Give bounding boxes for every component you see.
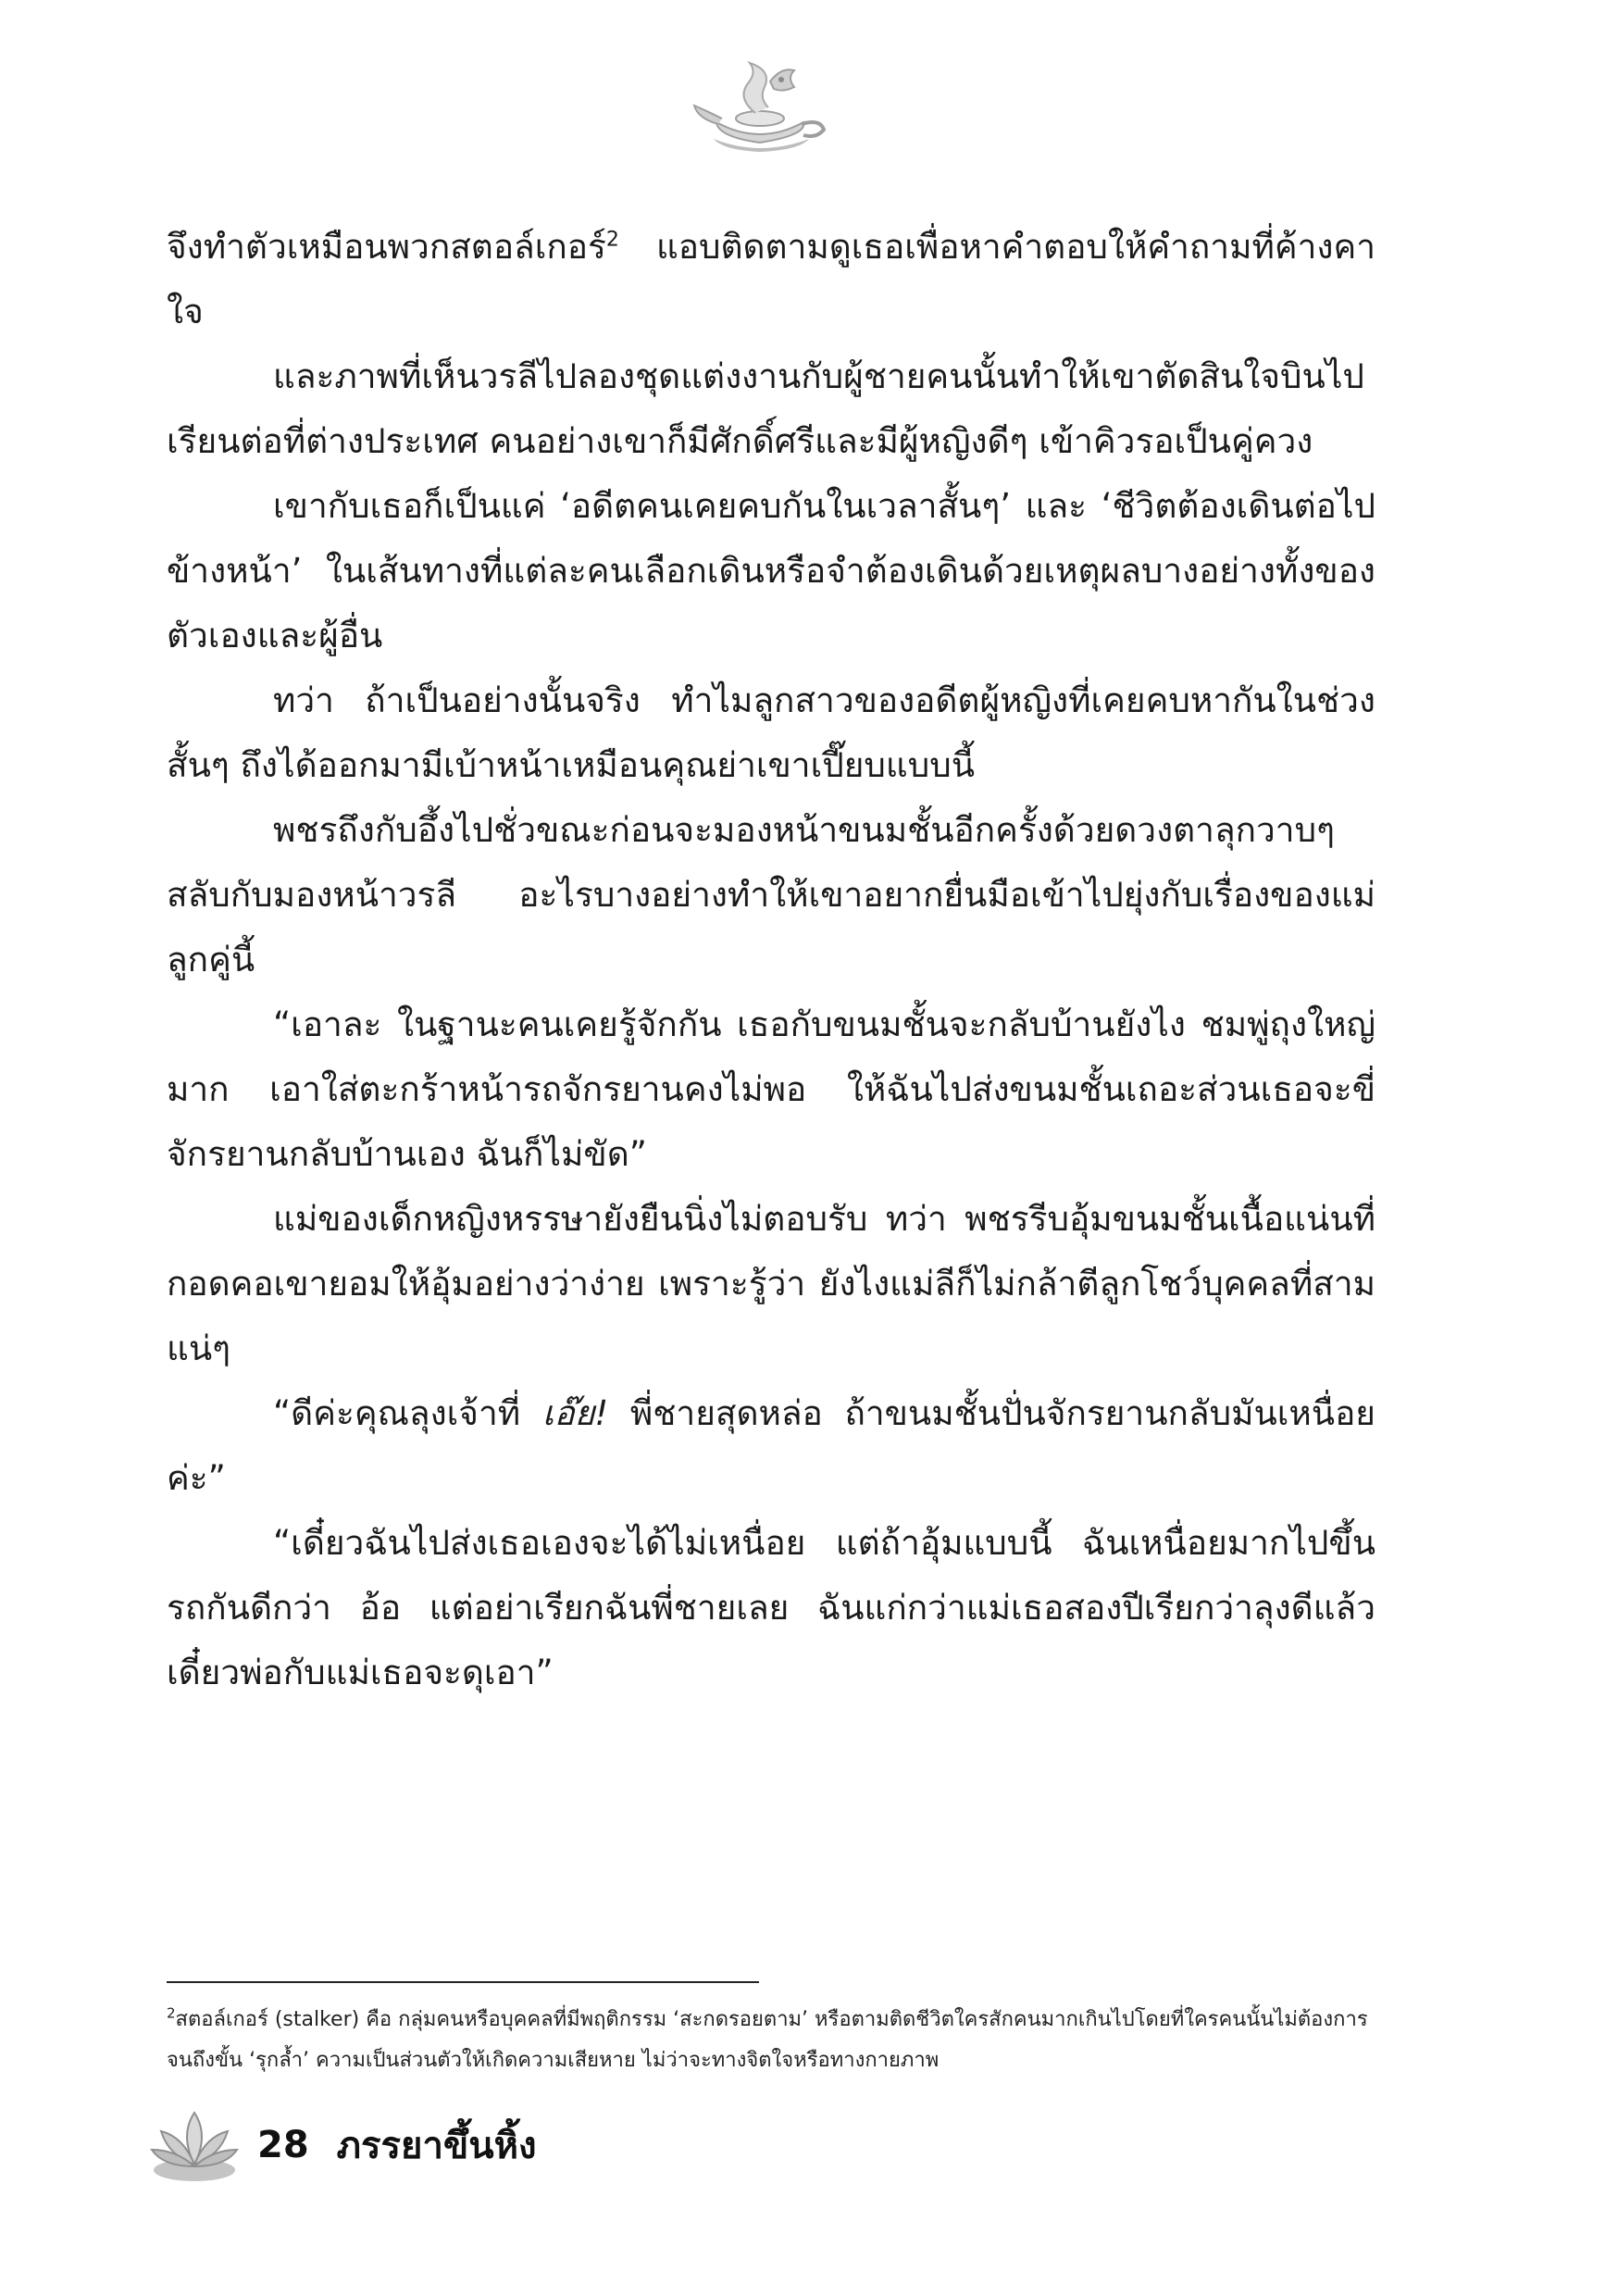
paragraph: พชรถึงกับอึ้งไปชั่วขณะก่อนจะมองหน้าขนมชั้นอีกครั้งด้วยดวงตาลุกวาบๆ สลับกับมองหน้าวรลี อะไรบางอย่างทำให้เขาอยากยื่นมือเข้าไปยุ่งกับเรื่องของแม่ลูกคู่นี้ bbox=[167, 810, 1375, 980]
lotus-icon bbox=[148, 2103, 241, 2187]
paragraph-text: แอบติดตามดูเธอเพื่อหาคำตอบให้คำถามที่ค้างคาใจ bbox=[167, 227, 1375, 331]
paragraph bbox=[167, 215, 1375, 344]
genie-lamp-icon bbox=[691, 57, 829, 159]
paragraph: แม่ของเด็กหญิงหรรษายังยืนนิ่งไม่ตอบรับ ทว่า พชรรีบอุ้มขนมชั้นเนื้อแน่นที่กอดคอเขายอมให้อุ้มอย่างว่าง่าย เพราะรู้ว่า ยังไงแม่ลีก็ไม่กล้าตีลูกโชว์บุคคลที่สามแน่ๆ bbox=[167, 1199, 1375, 1368]
footnote-reference[interactable]: 2 bbox=[605, 228, 619, 252]
paragraph: ทว่า ถ้าเป็นอย่างนั้นจริง ทำไมลูกสาวของอดีตผู้หญิงที่เคยคบหากันในช่วงสั้นๆ ถึงได้ออกมามีเบ้าหน้าเหมือนคุณย่าเขาเปี๊ยบแบบนี้ bbox=[167, 680, 1375, 785]
italic-exclamation: เอ๊ย! bbox=[541, 1393, 609, 1433]
footnote bbox=[167, 2000, 1375, 2081]
paragraph-text: พี่ชายสุดหล่อ ถ้าขนมชั้นปั่นจักรยานกลับมันเหนื่อยค่ะ” bbox=[167, 1393, 1375, 1498]
page-number: 28 bbox=[257, 2124, 309, 2166]
chapter-body bbox=[167, 215, 1375, 1705]
paragraph: และภาพที่เห็นวรลีไปลองชุดแต่งงานกับผู้ชายคนนั้นทำให้เขาตัดสินใจบินไปเรียนต่อที่ต่างประเทศ คนอย่างเขาก็มีศักดิ์ศรีและมีผู้หญิงดีๆ เข้าคิวรอเป็นคู่ควง bbox=[167, 356, 1364, 461]
paragraph: “เอาละ ในฐานะคนเคยรู้จักกัน เธอกับขนมชั้นจะกลับบ้านยังไง ชมพู่ถุงใหญ่มาก เอาใส่ตะกร้าหน้ารถจักรยานคงไม่พอ ให้ฉันไปส่งขนมชั้นเถอะส่วนเธอจะขี่จักรยานกลับบ้านเอง ฉันก็ไม่ขัด” bbox=[167, 1004, 1375, 1174]
paragraph-text: “ดีค่ะคุณลุงเจ้าที่ bbox=[273, 1393, 542, 1433]
page-footer bbox=[148, 2094, 537, 2196]
paragraph: เขากับเธอก็เป็นแค่ ‘อดีตคนเคยคบกันในเวลาสั้นๆ’ และ ‘ชีวิตต้องเดินต่อไปข้างหน้า’ ในเส้นทางที่แต่ละคนเลือกเดินหรือจำต้องเดินด้วยเหตุผลบางอย่างทั้งของตัวเองและผู้อื่น bbox=[167, 486, 1375, 655]
book-title: ภรรยาขึ้นหิ้ง bbox=[336, 2125, 537, 2167]
paragraph bbox=[167, 1381, 1375, 1511]
paragraph: “เดี๋ยวฉันไปส่งเธอเองจะได้ไม่เหนื่อย แต่ถ้าอุ้มแบบนี้ ฉันเหนื่อยมากไปขึ้นรถกันดีกว่า อ้อ แต่อย่าเรียกฉันพี่ชายเลย ฉันแก่กว่าแม่เธอสองปีเรียกว่าลุงดีแล้ว เดี๋ยวพ่อกับแม่เธอจะดุเอา” bbox=[167, 1523, 1375, 1692]
footnote-number: 2 bbox=[167, 2004, 176, 2022]
footnote-divider bbox=[167, 1981, 759, 1983]
paragraph-text: จึงทำตัวเหมือนพวกสตอล์เกอร์ bbox=[167, 227, 606, 267]
footnote-text: สตอล์เกอร์ (stalker) คือ กลุ่มคนหรือบุคคลที่มีพฤติกรรม ‘สะกดรอยตาม’ หรือตามติดชีวิตใครสักคนมากเกินไปโดยที่ใครคนนั้นไม่ต้องการ จนถึงขั้น ‘รุกล้ำ’ ความเป็นส่วนตัวให้เกิดความเสียหาย ไม่ว่าจะทางจิตใจหรือทางกายภาพ bbox=[167, 2008, 1368, 2072]
